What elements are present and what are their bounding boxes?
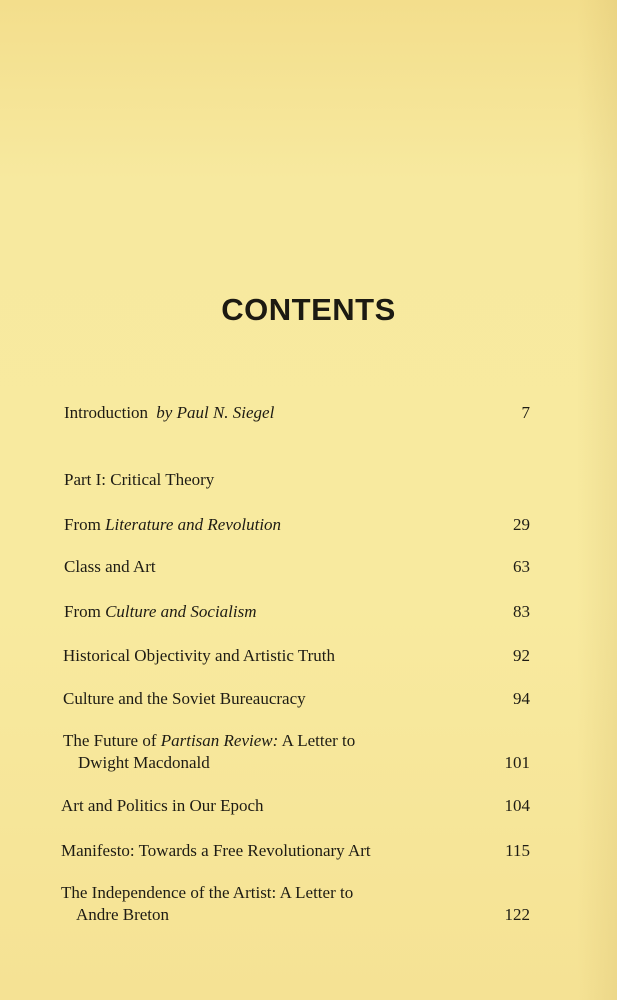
- entry-title-italic: Culture and Socialism: [105, 602, 257, 621]
- entry-title: Historical Objectivity and Artistic Truth: [63, 646, 335, 665]
- entry-title-line2: Dwight Macdonald: [78, 753, 210, 772]
- entry-page: 101: [504, 753, 530, 772]
- part-title: Part I: Critical Theory: [64, 470, 215, 489]
- page-edge-shading: [577, 0, 617, 1000]
- entry-title: The Independence of the Artist: A Letter to: [61, 883, 354, 902]
- entry-page: 122: [504, 905, 530, 924]
- entry-title-italic: Literature and Revolution: [105, 515, 282, 534]
- entry-title: Class and Art: [64, 557, 156, 576]
- entry-page: 92: [513, 646, 530, 665]
- entry-page: 7: [521, 403, 530, 422]
- contents-heading: CONTENTS: [221, 292, 396, 327]
- entry-page: 104: [504, 796, 530, 815]
- entry-page: 63: [513, 557, 530, 576]
- entry-title: Art and Politics in Our Epoch: [61, 796, 264, 815]
- entry-page: 94: [513, 689, 530, 708]
- entry-title: The Future of: [63, 731, 161, 750]
- entry-title: Manifesto: Towards a Free Revolutionary Art: [61, 841, 371, 860]
- entry-author: by Paul N. Siegel: [156, 403, 275, 422]
- entry-page: 115: [505, 841, 530, 860]
- entry-title-rest: A Letter to: [278, 731, 356, 750]
- entry-title: Introduction: [64, 403, 149, 422]
- entry-page: 29: [513, 515, 530, 534]
- entry-title-italic: Partisan Review:: [160, 731, 279, 750]
- entry-title: From: [64, 602, 106, 621]
- entry-page: 83: [513, 602, 530, 621]
- entry-title: Culture and the Soviet Bureaucracy: [63, 689, 306, 708]
- entry-title: From: [64, 515, 106, 534]
- entry-title-line2: Andre Breton: [76, 905, 170, 924]
